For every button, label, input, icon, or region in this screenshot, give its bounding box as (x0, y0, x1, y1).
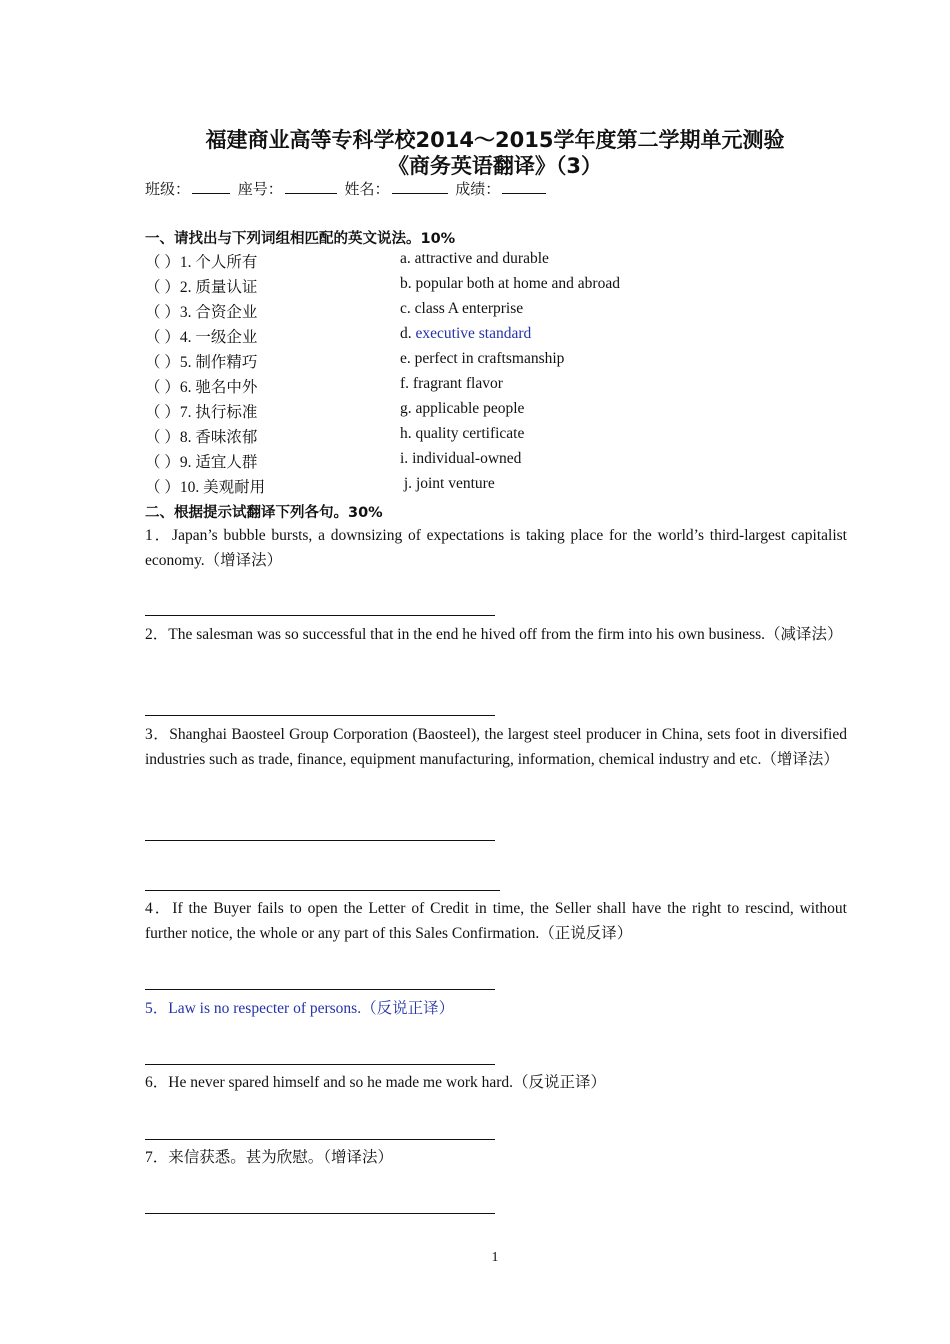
match-row (145, 400, 865, 422)
question-3 (145, 722, 847, 772)
match-option-link[interactable]: executive standard (415, 325, 532, 342)
match-letter: e. (400, 350, 415, 367)
match-option: quality certificate (415, 425, 525, 442)
match-option: perfect in craftsmanship (414, 350, 565, 367)
match-term: （ ）1. 个人所有 (145, 254, 258, 271)
match-term: （ ）9. 适宜人群 (145, 454, 258, 471)
answer-line[interactable] (145, 615, 495, 616)
question-number: 5． (145, 1000, 169, 1017)
question-5 (145, 996, 847, 1021)
student-info-fields (145, 178, 550, 199)
match-term: （ ）10. 美观耐用 (145, 479, 266, 496)
question-number: 6． (145, 1074, 169, 1091)
question-number: 1． (145, 527, 173, 544)
match-row (145, 275, 865, 297)
match-row (145, 375, 865, 397)
course-title: 《商务英语翻译》（3） (387, 154, 603, 178)
match-row (145, 350, 865, 372)
answer-line[interactable] (145, 715, 495, 716)
match-term: （ ）5. 制作精巧 (145, 354, 258, 371)
question-number: 7． (145, 1149, 169, 1166)
match-option: applicable people (415, 400, 525, 417)
match-term: （ ）6. 驰名中外 (145, 379, 258, 396)
match-option: individual-owned (412, 450, 522, 467)
question-4 (145, 896, 847, 946)
question-text: If the Buyer fails to open the Letter of Credit in time, the Seller shall have the right to rescind, without further notice, the whole or any part of this Sales Confirmation.（正说反译） (145, 900, 847, 942)
question-number: 4． (145, 900, 173, 917)
match-letter: f. (400, 375, 413, 392)
question-7 (145, 1145, 847, 1170)
question-number: 3． (145, 726, 170, 743)
match-letter: c. (400, 300, 415, 317)
score-field[interactable] (502, 179, 546, 194)
match-option: attractive and durable (414, 250, 549, 267)
name-field[interactable] (392, 179, 448, 194)
match-letter: i. (400, 450, 413, 467)
seat-field[interactable] (285, 179, 337, 194)
match-option: class A enterprise (414, 300, 524, 317)
match-term: （ ）7. 执行标准 (145, 404, 258, 421)
match-term: （ ）8. 香味浓郁 (145, 429, 258, 446)
match-term: （ ）2. 质量认证 (145, 279, 258, 296)
seat-label: 座号： (237, 182, 283, 198)
match-option: popular both at home and abroad (415, 275, 620, 292)
match-term: （ ）3. 合资企业 (145, 304, 258, 321)
name-label: 姓名： (344, 182, 390, 198)
answer-line[interactable] (145, 890, 500, 891)
question-text: He never spared himself and so he made me work hard.（反说正译） (168, 1074, 607, 1091)
match-letter: a. (400, 250, 415, 267)
match-letter: h. (400, 425, 416, 442)
match-row (145, 475, 865, 497)
match-letter: d. (400, 325, 416, 342)
match-option: joint venture (415, 475, 495, 492)
match-term: （ ）4. 一级企业 (145, 329, 258, 346)
question-text: Law is no respecter of persons.（反说正译） (168, 1000, 455, 1017)
match-letter: j. (400, 475, 416, 492)
match-row (145, 325, 865, 347)
question-1 (145, 523, 847, 573)
question-2 (145, 622, 847, 647)
question-number: 2． (145, 626, 169, 643)
class-field[interactable] (192, 179, 230, 194)
question-text: Shanghai Baosteel Group Corporation (Baosteel), the largest steel producer in China, sets foot in diversified industries such as trade, finance, equipment manufacturing, information, chemical industry and etc.（增译法） (145, 726, 847, 768)
question-text: The salesman was so successful that in the end he hived off from the firm into his own business.（减译法） (168, 626, 843, 643)
section2-heading: 二、根据提示试翻译下列各句。30% (145, 505, 383, 521)
section1-heading: 一、请找出与下列词组相匹配的英文说法。10% (145, 231, 456, 247)
page-number: 1 (491, 1250, 499, 1265)
match-letter: b. (400, 275, 416, 292)
answer-line[interactable] (145, 840, 495, 841)
answer-line[interactable] (145, 1064, 495, 1065)
class-label: 班级： (145, 182, 191, 198)
answer-line[interactable] (145, 1213, 495, 1214)
match-row (145, 250, 865, 272)
answer-line[interactable] (145, 1139, 495, 1140)
answer-line[interactable] (145, 989, 495, 990)
score-label: 成绩： (455, 182, 501, 198)
exam-title: 福建商业高等专科学校2014～2015学年度第二学期单元测验 (205, 128, 785, 152)
match-row (145, 425, 865, 447)
question-6 (145, 1070, 847, 1095)
match-row (145, 300, 865, 322)
match-row (145, 450, 865, 472)
question-text: Japan’s bubble bursts, a downsizing of expectations is taking place for the world’s third-largest capitalist economy.（增译法） (145, 527, 847, 569)
match-option: fragrant flavor (412, 375, 503, 392)
question-text: 来信获悉。甚为欣慰。（增译法） (168, 1149, 394, 1166)
match-letter: g. (400, 400, 416, 417)
